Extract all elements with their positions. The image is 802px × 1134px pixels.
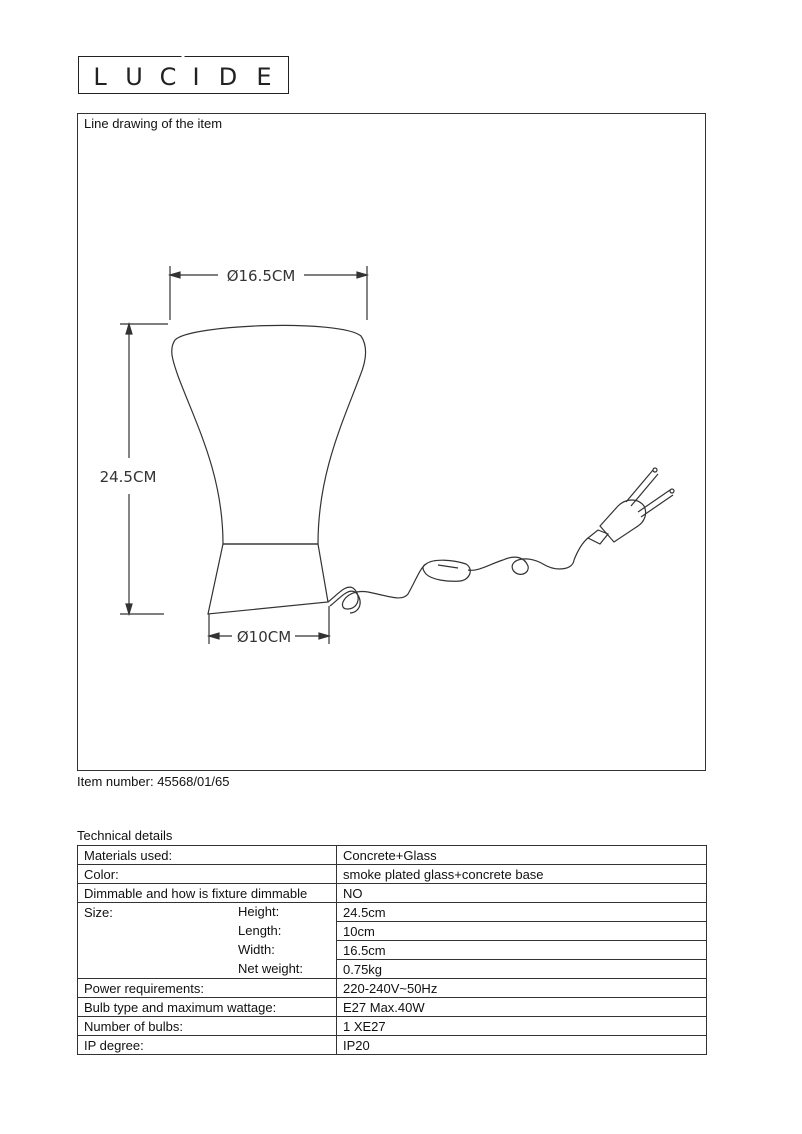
row-sublabel: Width:: [238, 941, 275, 957]
logo-letter: D: [218, 63, 238, 91]
row-value: 16.5cm: [337, 941, 707, 960]
row-label: Color:: [78, 865, 337, 884]
row-sublabel: Net weight:: [238, 960, 304, 976]
table-row: [78, 884, 707, 903]
logo-letter: U: [125, 63, 143, 91]
technical-details-title: Technical details: [77, 828, 173, 843]
row-label: IP degree:: [78, 1036, 337, 1055]
row-label: [78, 960, 337, 979]
size-label: Size:: [84, 904, 113, 920]
table-row: [78, 979, 707, 998]
table-row: [78, 922, 707, 941]
logo-letter: C: [159, 63, 177, 91]
table-row: [78, 941, 707, 960]
row-label: Materials used:: [78, 846, 337, 865]
row-value: 10cm: [337, 922, 707, 941]
row-value: Concrete+Glass: [337, 846, 707, 865]
lucide-logo: [78, 56, 289, 94]
logo-letter: L: [93, 63, 107, 91]
table-row: [78, 998, 707, 1017]
row-value: IP20: [337, 1036, 707, 1055]
table-row: [78, 865, 707, 884]
row-sublabel: Height:: [238, 904, 280, 919]
dimension-top-label: Ø16.5CM: [226, 267, 296, 285]
table-row: [78, 846, 707, 865]
table-row: [78, 960, 707, 979]
row-value: 220-240V~50Hz: [337, 979, 707, 998]
row-value: NO: [337, 884, 707, 903]
lamp-line-drawing: [78, 114, 705, 770]
row-label: Bulb type and maximum wattage:: [78, 998, 337, 1017]
table-row: [78, 903, 707, 922]
row-value: 0.75kg: [337, 960, 707, 979]
row-value: 24.5cm: [337, 903, 707, 922]
item-number: Item number: 45568/01/65: [77, 774, 230, 789]
row-value: E27 Max.40W: [337, 998, 707, 1017]
table-row: [78, 1036, 707, 1055]
row-label: [78, 903, 337, 922]
line-drawing-frame: [77, 113, 706, 771]
row-label: [78, 941, 337, 960]
logo-letter: E: [256, 63, 272, 91]
row-label: Number of bulbs:: [78, 1017, 337, 1036]
row-label: Dimmable and how is fixture dimmable: [78, 884, 337, 903]
row-label: [78, 922, 337, 941]
row-value: smoke plated glass+concrete base: [337, 865, 707, 884]
dimension-height-label: 24.5CM: [99, 468, 157, 486]
row-value: 1 XE27: [337, 1017, 707, 1036]
table-row: [78, 1017, 707, 1036]
dimension-bottom-label: Ø10CM: [236, 628, 292, 646]
logo-letter: I: [192, 63, 200, 91]
technical-details-table: [77, 845, 707, 1055]
drawing-caption: Line drawing of the item: [84, 116, 223, 131]
row-sublabel: Length:: [238, 922, 282, 938]
row-label: Power requirements:: [78, 979, 337, 998]
